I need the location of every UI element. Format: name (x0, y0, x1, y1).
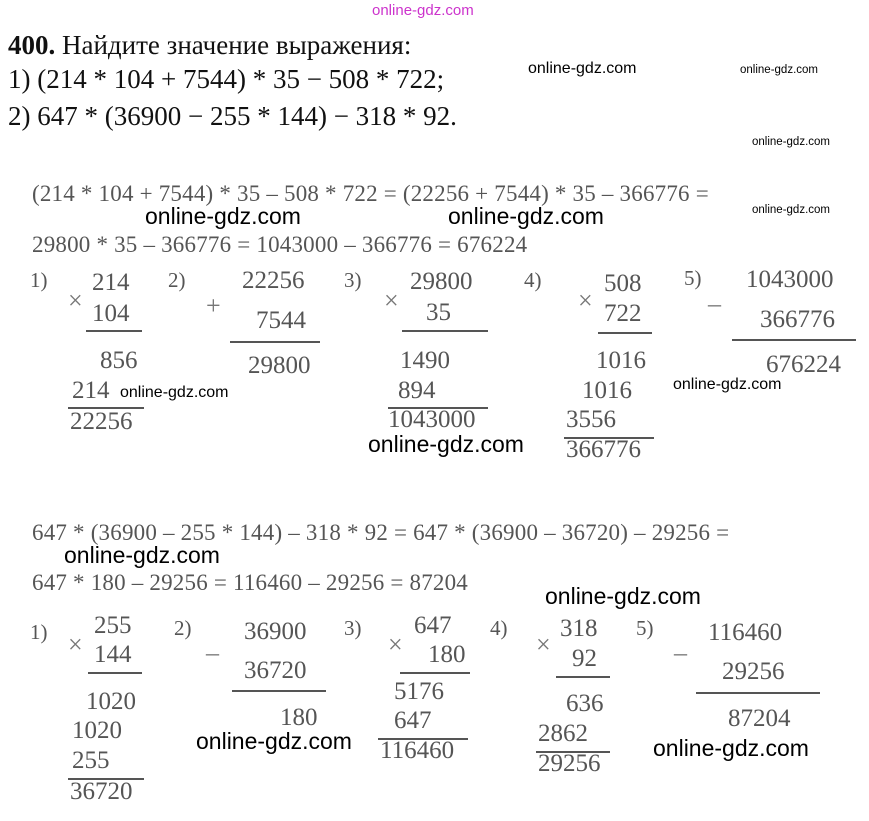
part1-equation-1: (214 * 104 + 7544) * 35 – 508 * 722 = (22256 + 7544) * 35 – 366776 = (32, 181, 709, 206)
step-label: 5) (636, 616, 654, 640)
operand: 36900 (244, 618, 307, 645)
multiply-sign: × (388, 630, 403, 659)
multiply-sign: × (578, 286, 593, 315)
operand: 29256 (722, 658, 785, 685)
operand: 722 (604, 300, 642, 327)
problem-line-1: 1) (214 * 104 + 7544) * 35 − 508 * 722; (8, 64, 445, 94)
result: 116460 (380, 737, 455, 764)
partial-product: 1016 (596, 347, 646, 374)
multiply-sign: × (68, 630, 83, 659)
multiply-sign: × (68, 286, 83, 315)
operand: 255 (94, 612, 132, 639)
watermark: online-gdz.com (196, 728, 352, 754)
part1-equation-2: 29800 * 35 – 366776 = 1043000 – 366776 = 676224 (32, 232, 528, 257)
step-label: 2) (168, 268, 186, 292)
step-label: 3) (344, 268, 362, 292)
divider (86, 330, 142, 332)
partial-product: 1490 (400, 347, 450, 374)
step-label: 3) (344, 616, 362, 640)
operand: 144 (94, 641, 132, 668)
step-label: 5) (684, 266, 702, 290)
operand: 116460 (708, 619, 783, 646)
partial-product: 636 (566, 690, 604, 717)
step-label: 2) (174, 616, 192, 640)
watermark: online-gdz.com (528, 60, 637, 77)
problem-title-line (8, 30, 411, 61)
watermark: online-gdz.com (145, 203, 301, 229)
problem-line-2: 2) 647 * (36900 − 255 * 144) − 318 * 92. (8, 101, 457, 131)
partial-product: 1020 (86, 688, 136, 715)
result: 1043000 (388, 406, 476, 433)
divider (598, 332, 652, 334)
divider (88, 672, 142, 674)
watermark: online-gdz.com (120, 384, 229, 401)
operand: 104 (92, 300, 130, 327)
step-label: 4) (490, 616, 508, 640)
problem-number: 400. (8, 30, 56, 60)
problem-title: Найдите значение выражения: (62, 30, 412, 60)
operand: 35 (426, 299, 451, 326)
partial-product: 255 (72, 747, 110, 774)
minus-sign: – (674, 638, 687, 667)
watermark: online-gdz.com (545, 583, 701, 609)
watermark: online-gdz.com (740, 64, 818, 76)
operand: 7544 (256, 307, 306, 334)
divider (696, 692, 820, 694)
operand: 180 (428, 641, 466, 668)
partial-product: 214 (72, 377, 110, 404)
partial-product: 3556 (566, 406, 616, 433)
partial-product: 1020 (72, 717, 122, 744)
part2-equation-1: 647 * (36900 – 255 * 144) – 318 * 92 = 647 * (36900 – 36720) – 29256 = (32, 520, 730, 545)
watermark-top: online-gdz.com (372, 2, 474, 19)
partial-product: 894 (398, 377, 436, 404)
minus-sign: – (206, 638, 219, 667)
watermark: online-gdz.com (368, 431, 524, 457)
watermark: online-gdz.com (448, 203, 604, 229)
operand: 508 (604, 270, 642, 297)
result: 29800 (248, 352, 311, 379)
result: 180 (280, 704, 318, 731)
operand: 22256 (242, 267, 305, 294)
watermark: online-gdz.com (64, 542, 220, 568)
result: 366776 (566, 436, 641, 463)
watermark: online-gdz.com (653, 735, 809, 761)
divider (556, 676, 610, 678)
partial-product: 856 (100, 347, 138, 374)
operand: 318 (560, 615, 598, 642)
multiply-sign: × (536, 630, 551, 659)
divider (400, 672, 470, 674)
multiply-sign: × (384, 286, 399, 315)
result: 29256 (538, 750, 601, 777)
operand: 29800 (410, 268, 473, 295)
operand: 1043000 (746, 266, 834, 293)
partial-product: 5176 (394, 678, 444, 705)
partial-product: 2862 (538, 720, 588, 747)
operand: 92 (572, 645, 597, 672)
minus-sign: – (708, 289, 721, 318)
part2-equation-2: 647 * 180 – 29256 = 116460 – 29256 = 87204 (32, 570, 468, 595)
partial-product: 1016 (582, 377, 632, 404)
operand: 647 (414, 612, 452, 639)
partial-product: 647 (394, 707, 432, 734)
divider (732, 339, 856, 341)
result: 87204 (728, 705, 791, 732)
operand: 214 (92, 269, 130, 296)
divider (230, 341, 320, 343)
step-label: 1) (30, 268, 48, 292)
result: 676224 (766, 351, 841, 378)
step-label: 1) (30, 620, 48, 644)
operand: 366776 (760, 306, 835, 333)
plus-sign: + (206, 291, 221, 320)
operand: 36720 (244, 657, 307, 684)
watermark: online-gdz.com (752, 204, 830, 216)
step-label: 4) (524, 268, 542, 292)
divider (402, 330, 488, 332)
watermark: online-gdz.com (752, 136, 830, 148)
divider (232, 690, 326, 692)
result: 36720 (70, 778, 133, 805)
watermark: online-gdz.com (673, 376, 782, 393)
result: 22256 (70, 408, 133, 435)
